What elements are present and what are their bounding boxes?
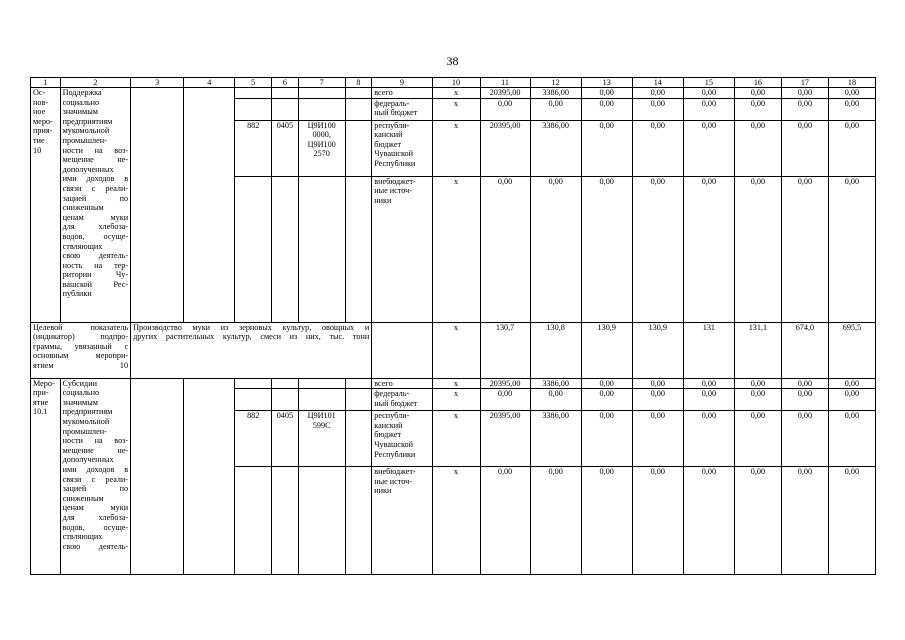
indicator-text-line: других растительных культур, смеси из них, тыс. тонн: [133, 332, 370, 342]
block1-source: [372, 98, 432, 120]
block2-value: 0,00: [781, 467, 828, 575]
block2-value: 0,00: [530, 467, 581, 575]
header-cell: 18: [828, 78, 875, 88]
block1-grbs: [235, 88, 272, 99]
block2-csr-line: 599С: [312, 420, 331, 430]
block2-rzpr: [272, 467, 299, 575]
block1-source-line: Чувашской: [374, 149, 414, 159]
indicator-value: 131: [683, 322, 734, 378]
block1-x: x: [432, 120, 480, 176]
block1-value: 0,00: [581, 88, 632, 99]
block1-name-line: ности на воз-: [62, 145, 129, 155]
block1-name-line: публики: [62, 289, 92, 299]
block2-value: 0,00: [683, 411, 734, 467]
block1-number-line: 10: [33, 145, 42, 155]
block2-name-line: Субсидии: [62, 378, 97, 388]
indicator-x: x: [432, 322, 480, 378]
indicator-value: 695,5: [828, 322, 875, 378]
block1-source-line: федераль-: [374, 98, 410, 108]
block2-rzpr: [272, 378, 299, 389]
block2-col3: [131, 378, 184, 575]
header-cell: 15: [683, 78, 734, 88]
indicator-value: 131,1: [734, 322, 781, 378]
block2-source-line: Чувашской: [374, 439, 414, 449]
block1-source: [372, 176, 432, 322]
block1-source-line: республи-: [374, 120, 410, 130]
block2-source-line: канский: [374, 420, 403, 430]
block1-value: 0,00: [828, 120, 875, 176]
block1-value: 0,00: [683, 176, 734, 322]
block1-value: 0,00: [781, 98, 828, 120]
block1-number-line: прия-: [33, 126, 53, 136]
indicator-label-line: (индикатор) подпро-: [33, 332, 129, 342]
block2-value: 0,00: [480, 467, 530, 575]
block1-name-line: зацией по: [62, 193, 129, 203]
block2-rzpr: 0405: [272, 411, 299, 467]
block1-col4: [184, 88, 235, 323]
block1-name-line: социально: [62, 97, 100, 107]
block2-value: 0,00: [828, 467, 875, 575]
block2-name-line: ценам муки: [62, 503, 129, 513]
block2-value: 0,00: [581, 378, 632, 389]
block1-value: 20395,00: [480, 88, 530, 99]
block2-csr-line: Ц9И101: [307, 411, 336, 421]
block1-name-line: ими доходов в: [62, 174, 129, 184]
block2-name-line: ствляющих: [62, 532, 103, 542]
block2-name-line: свою деятель-: [62, 541, 129, 551]
block1-value: 0,00: [632, 88, 683, 99]
block1-value: 0,00: [632, 98, 683, 120]
block1-csr: [298, 98, 345, 120]
block1-x: x: [432, 98, 480, 120]
block2-value: 0,00: [632, 378, 683, 389]
block2-rzpr: [272, 389, 299, 411]
block1-value: 0,00: [683, 98, 734, 120]
header-cell: 16: [734, 78, 781, 88]
block2-grbs: [235, 467, 272, 575]
block2-value: 0,00: [480, 389, 530, 411]
block1-grbs: [235, 176, 272, 322]
header-cell: 3: [131, 78, 184, 88]
block1-number-line: ное: [33, 107, 46, 117]
block2-name-line: зацией по: [62, 484, 129, 494]
block2-x: x: [432, 467, 480, 575]
block1-rzpr: [272, 88, 299, 99]
indicator-value: 130,9: [581, 322, 632, 378]
block1-number: [31, 88, 61, 323]
block2-value: 0,00: [683, 467, 734, 575]
block2-name-line: предприятиям: [62, 407, 113, 417]
block1-source-line: бюджет: [374, 139, 402, 149]
block1-csr-line: 0000,: [312, 130, 331, 140]
block1-x: x: [432, 88, 480, 99]
block1-name-line: связи с реали-: [62, 183, 129, 193]
block2-value: 0,00: [734, 389, 781, 411]
header-cell: 13: [581, 78, 632, 88]
block1-name-line: ствляющих: [62, 241, 103, 251]
block1-name-line: дополученных: [62, 164, 114, 174]
block1-name-line: промышлен-: [62, 135, 107, 145]
block2-value: 20395,00: [480, 411, 530, 467]
block2-csr: [298, 378, 345, 389]
block2-name-line: социально: [62, 388, 100, 398]
block1-value: 0,00: [781, 88, 828, 99]
block2-number-line: Меро-: [33, 378, 55, 388]
block2-name-line: водов, осуще-: [62, 522, 129, 532]
block2-name-line: ими доходов в: [62, 464, 129, 474]
block2-value: 0,00: [530, 389, 581, 411]
page-number: 38: [446, 54, 459, 68]
block2-source-line: республи-: [374, 411, 410, 421]
block1-csr: [298, 176, 345, 322]
block1-source: [372, 120, 432, 176]
block2-vr: [345, 467, 372, 575]
block1-value: 0,00: [480, 98, 530, 120]
block1-value: 0,00: [781, 120, 828, 176]
indicator-value: 130,9: [632, 322, 683, 378]
block1-name-line: ритории Чу-: [62, 270, 129, 280]
block2-row: [31, 378, 876, 389]
block2-number-line: ятие: [33, 397, 49, 407]
block2-name-line: мукомольной: [62, 416, 110, 426]
block1-name-line: Поддержка: [62, 88, 102, 97]
header-cell: 11: [480, 78, 530, 88]
block1-csr-line: Ц9И100: [307, 120, 336, 130]
indicator-label-line: граммы, увязанный с: [33, 341, 129, 351]
block1-vr: [345, 176, 372, 322]
block2-source-line: ный бюджет: [374, 398, 418, 408]
indicator-label-line: ятием 10: [33, 360, 129, 370]
block1-value: 0,00: [734, 176, 781, 322]
block1-value: 3386,00: [530, 120, 581, 176]
block1-value: 0,00: [480, 176, 530, 322]
block1-value: 0,00: [734, 98, 781, 120]
block2-vr: [345, 378, 372, 389]
header-cell: 14: [632, 78, 683, 88]
block2-value: 3386,00: [530, 411, 581, 467]
block2-value: 0,00: [581, 467, 632, 575]
block2-vr: [345, 411, 372, 467]
block2-x: x: [432, 378, 480, 389]
block2-value: 0,00: [734, 467, 781, 575]
block2-source-line: ники: [374, 486, 392, 496]
block2-csr: [298, 467, 345, 575]
block2-value: 3386,00: [530, 378, 581, 389]
block1-name-line: мещение не-: [62, 155, 129, 165]
block2-value: 0,00: [781, 378, 828, 389]
block1-value: 3386,00: [530, 88, 581, 99]
block1-vr: [345, 88, 372, 99]
block1-grbs: 882: [235, 120, 272, 176]
block2-source: [372, 411, 432, 467]
block2-grbs: [235, 389, 272, 411]
block1-value: 0,00: [632, 120, 683, 176]
block1-name-line: мукомольной: [62, 126, 110, 136]
block1-value: 0,00: [530, 98, 581, 120]
header-cell: 6: [272, 78, 299, 88]
block2-grbs: [235, 378, 272, 389]
block1-col3: [131, 88, 184, 323]
block2-csr: [298, 411, 345, 467]
block1-source-line: ный бюджет: [374, 108, 418, 118]
indicator-source: [372, 322, 432, 378]
header-cell: 5: [235, 78, 272, 88]
block2-name-line: для хлебоза-: [62, 512, 129, 522]
block1-name-line: значимым: [62, 107, 98, 117]
block2-name-line: ности на воз-: [62, 436, 129, 446]
header-cell: 9: [372, 78, 432, 88]
block2-value: 0,00: [828, 411, 875, 467]
block1-value: 0,00: [734, 120, 781, 176]
block2-value: 0,00: [828, 389, 875, 411]
block2-vr: [345, 389, 372, 411]
block1-name-line: сниженным: [62, 203, 104, 213]
block1-value: 0,00: [683, 88, 734, 99]
block2-name-line: промышлен-: [62, 426, 107, 436]
block1-value: 0,00: [581, 176, 632, 322]
block2-name-line: связи с реали-: [62, 474, 129, 484]
header-cell: 10: [432, 78, 480, 88]
header-cell: 1: [31, 78, 61, 88]
block2-value: 0,00: [734, 378, 781, 389]
indicator-row: [31, 322, 876, 378]
block1-name-line: ность на тер-: [62, 260, 129, 270]
block2-name-line: дополученных: [62, 455, 114, 465]
block1-name-line: ценам муки: [62, 212, 129, 222]
indicator-value: 674,0: [781, 322, 828, 378]
block2-value: 0,00: [632, 411, 683, 467]
block1-value: 20395,00: [480, 120, 530, 176]
block2-value: 0,00: [581, 389, 632, 411]
indicator-label: [31, 322, 131, 378]
block1-source-line: ные источ-: [374, 186, 413, 196]
block2-number-line: 10.1: [33, 407, 48, 417]
block2-value: 0,00: [632, 467, 683, 575]
block1-number-line: Ос-: [33, 88, 46, 97]
header-cell: 7: [298, 78, 345, 88]
block1-name-line: для хлебоза-: [62, 222, 129, 232]
block1-number-line: тие: [33, 135, 45, 145]
block1-grbs: [235, 98, 272, 120]
block1-source-line: канский: [374, 130, 403, 140]
block1-source-line: ники: [374, 195, 392, 205]
block1-value: 0,00: [828, 88, 875, 99]
block2-value: 0,00: [632, 389, 683, 411]
block1-value: 0,00: [828, 176, 875, 322]
block1-csr-line: 2570: [313, 149, 330, 159]
header-cell: 17: [781, 78, 828, 88]
indicator-value: 130,8: [530, 322, 581, 378]
block1-vr: [345, 120, 372, 176]
block2-grbs: 882: [235, 411, 272, 467]
block2-col4: [184, 378, 235, 575]
block1-rzpr: 0405: [272, 120, 299, 176]
block1-value: 0,00: [734, 88, 781, 99]
block2-value: 0,00: [781, 411, 828, 467]
indicator-value: 130,7: [480, 322, 530, 378]
block2-source-line: внебюджет-: [374, 467, 416, 477]
block1-source-line: внебюджет-: [374, 176, 416, 186]
block1-value: 0,00: [530, 176, 581, 322]
block2-value: 0,00: [581, 411, 632, 467]
block2-number: [31, 378, 61, 575]
header-cell: 12: [530, 78, 581, 88]
block1-vr: [345, 98, 372, 120]
block2-value: 0,00: [781, 389, 828, 411]
block2-source-line: всего: [374, 378, 393, 388]
block2-x: x: [432, 389, 480, 411]
block2-source-line: бюджет: [374, 430, 402, 440]
block1-name-line: водов, осуще-: [62, 231, 129, 241]
indicator-text: [131, 322, 372, 378]
budget-table: [30, 77, 876, 575]
block1-x: x: [432, 176, 480, 322]
block2-source: [372, 467, 432, 575]
block1-source-line: всего: [374, 88, 393, 97]
header-cell: 4: [184, 78, 235, 88]
block1-value: 0,00: [581, 120, 632, 176]
block1-value: 0,00: [581, 98, 632, 120]
header-cell: 8: [345, 78, 372, 88]
block2-source-line: ные источ-: [374, 476, 413, 486]
block1-row: [31, 88, 876, 99]
block2-value: 0,00: [683, 389, 734, 411]
block1-value: 0,00: [781, 176, 828, 322]
block2-name: [60, 378, 131, 575]
header-row: [31, 78, 876, 88]
block2-number-line: при-: [33, 388, 49, 398]
block1-name-line: свою деятель-: [62, 251, 129, 261]
header-cell: 2: [60, 78, 131, 88]
block1-source: [372, 88, 432, 99]
block1-rzpr: [272, 176, 299, 322]
block1-csr: [298, 120, 345, 176]
block2-name-line: мещение не-: [62, 445, 129, 455]
block1-number-line: нов-: [33, 97, 49, 107]
block1-value: 0,00: [828, 98, 875, 120]
block2-value: 20395,00: [480, 378, 530, 389]
block1-name: [60, 88, 131, 323]
block2-name-line: значимым: [62, 397, 98, 407]
block2-csr: [298, 389, 345, 411]
indicator-label-line: основным меропри-: [33, 351, 129, 361]
indicator-label-line: Целевой показатель: [33, 322, 129, 332]
block2-x: x: [432, 411, 480, 467]
block1-name-line: предприятиям: [62, 116, 113, 126]
indicator-text-line: Производство муки из зерновых культур, овощных и: [133, 322, 370, 332]
block2-name-line: сниженным: [62, 493, 104, 503]
block1-name-line: вашской Рес-: [62, 279, 129, 289]
block2-value: 0,00: [734, 411, 781, 467]
block1-value: 0,00: [632, 176, 683, 322]
block2-value: 0,00: [683, 378, 734, 389]
block1-value: 0,00: [683, 120, 734, 176]
block1-csr: [298, 88, 345, 99]
block2-value: 0,00: [828, 378, 875, 389]
block2-source: [372, 378, 432, 389]
block2-source-line: Республики: [374, 449, 416, 459]
block1-number-line: меро-: [33, 116, 53, 126]
block1-source-line: Республики: [374, 158, 416, 168]
block1-rzpr: [272, 98, 299, 120]
block1-csr-line: Ц9И100: [307, 139, 336, 149]
block2-source: [372, 389, 432, 411]
block2-source-line: федераль-: [374, 389, 410, 399]
